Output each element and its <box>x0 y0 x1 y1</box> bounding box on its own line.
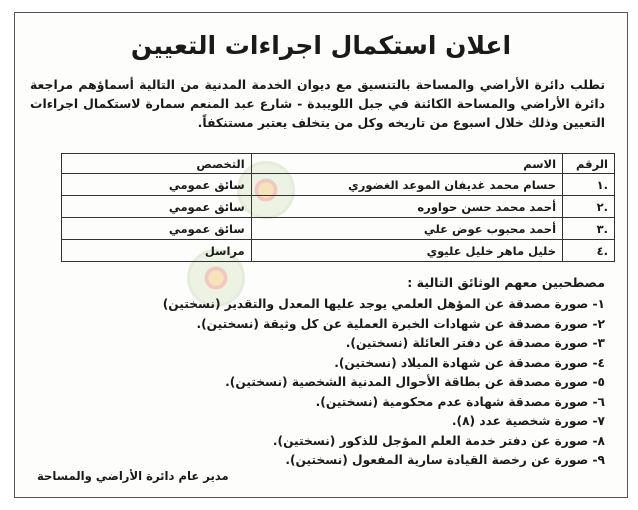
list-item: ٦- صورة مصدقة شهادة عدم محكومية (نسختين). <box>315 394 605 409</box>
row-specialty: مراسل <box>62 240 252 262</box>
row-name: أحمد محبوب عوض علي <box>251 218 562 240</box>
header-specialty: التخصص <box>62 154 252 174</box>
row-number: .٤ <box>563 240 615 262</box>
row-specialty: سائق عمومي <box>62 196 252 218</box>
row-number: .٢ <box>563 196 615 218</box>
list-item: ٢- صورة مصدقة عن شهادات الخبرة العملية عن كل وثيقة (نسختين). <box>196 316 605 331</box>
table-row <box>62 240 615 262</box>
table-header-row <box>62 154 615 174</box>
documents-heading: مصطحبين معهم الوثائق التالية : <box>407 275 605 290</box>
candidates-table <box>61 153 615 262</box>
list-item: ٤- صورة مصدقة عن شهادة الميلاد (نسختين). <box>334 355 605 370</box>
announcement-title: اعلان استكمال اجراءات التعيين <box>130 31 512 60</box>
list-item: ٨- صورة عن دفتر خدمة العلم المؤجل للذكور (نسختين). <box>272 433 605 448</box>
row-specialty: سائق عمومي <box>62 218 252 240</box>
announcement-frame <box>14 12 628 498</box>
documents-list <box>30 295 605 471</box>
list-item: ٧- صورة شخصية عدد (٨). <box>451 414 605 428</box>
row-name: خليل ماهر خليل عليوي <box>251 240 562 262</box>
row-name: أحمد محمد حسن حواوره <box>251 196 562 218</box>
announcement-intro: تطلب دائرة الأراضي والمساحة بالتنسيق مع ديوان الخدمة المدنية من التالية أسماؤهم مراجعة دائرة الأراضي والمساحة الكائنة في جبل اللويبدة - شارع عبد المنعم سمارة لاستكمال اجراءات التعيين وذلك خلال اسبوع من تاريخه وكل من يتخلف يعتبر مستنكفاً. <box>30 77 605 130</box>
row-specialty: سائق عمومي <box>62 174 252 196</box>
table-row <box>62 174 615 196</box>
row-name: حسام محمد غديفان الموعد الغضوري <box>251 174 562 196</box>
list-item: ٣- صورة مصدقة عن دفتر العائلة (نسختين). <box>345 336 605 350</box>
list-item: ٩- صورة عن رخصة القيادة سارية المفعول (نسختين). <box>285 453 605 467</box>
signature-line: مدير عام دائرة الأراضي والمساحة <box>37 469 229 483</box>
row-number: .١ <box>563 174 615 196</box>
table-row <box>62 218 615 240</box>
header-name: الاسم <box>251 154 562 174</box>
list-item: ٥- صورة مصدقة عن بطاقة الأحوال المدنية الشخصية (نسختين). <box>225 375 605 389</box>
row-number: .٣ <box>563 218 615 240</box>
table-row <box>62 196 615 218</box>
header-number: الرقم <box>563 154 615 174</box>
list-item: ١- صورة مصدقة عن المؤهل العلمي يوجد عليها المعدل والتقدير (نسختين) <box>162 297 605 311</box>
